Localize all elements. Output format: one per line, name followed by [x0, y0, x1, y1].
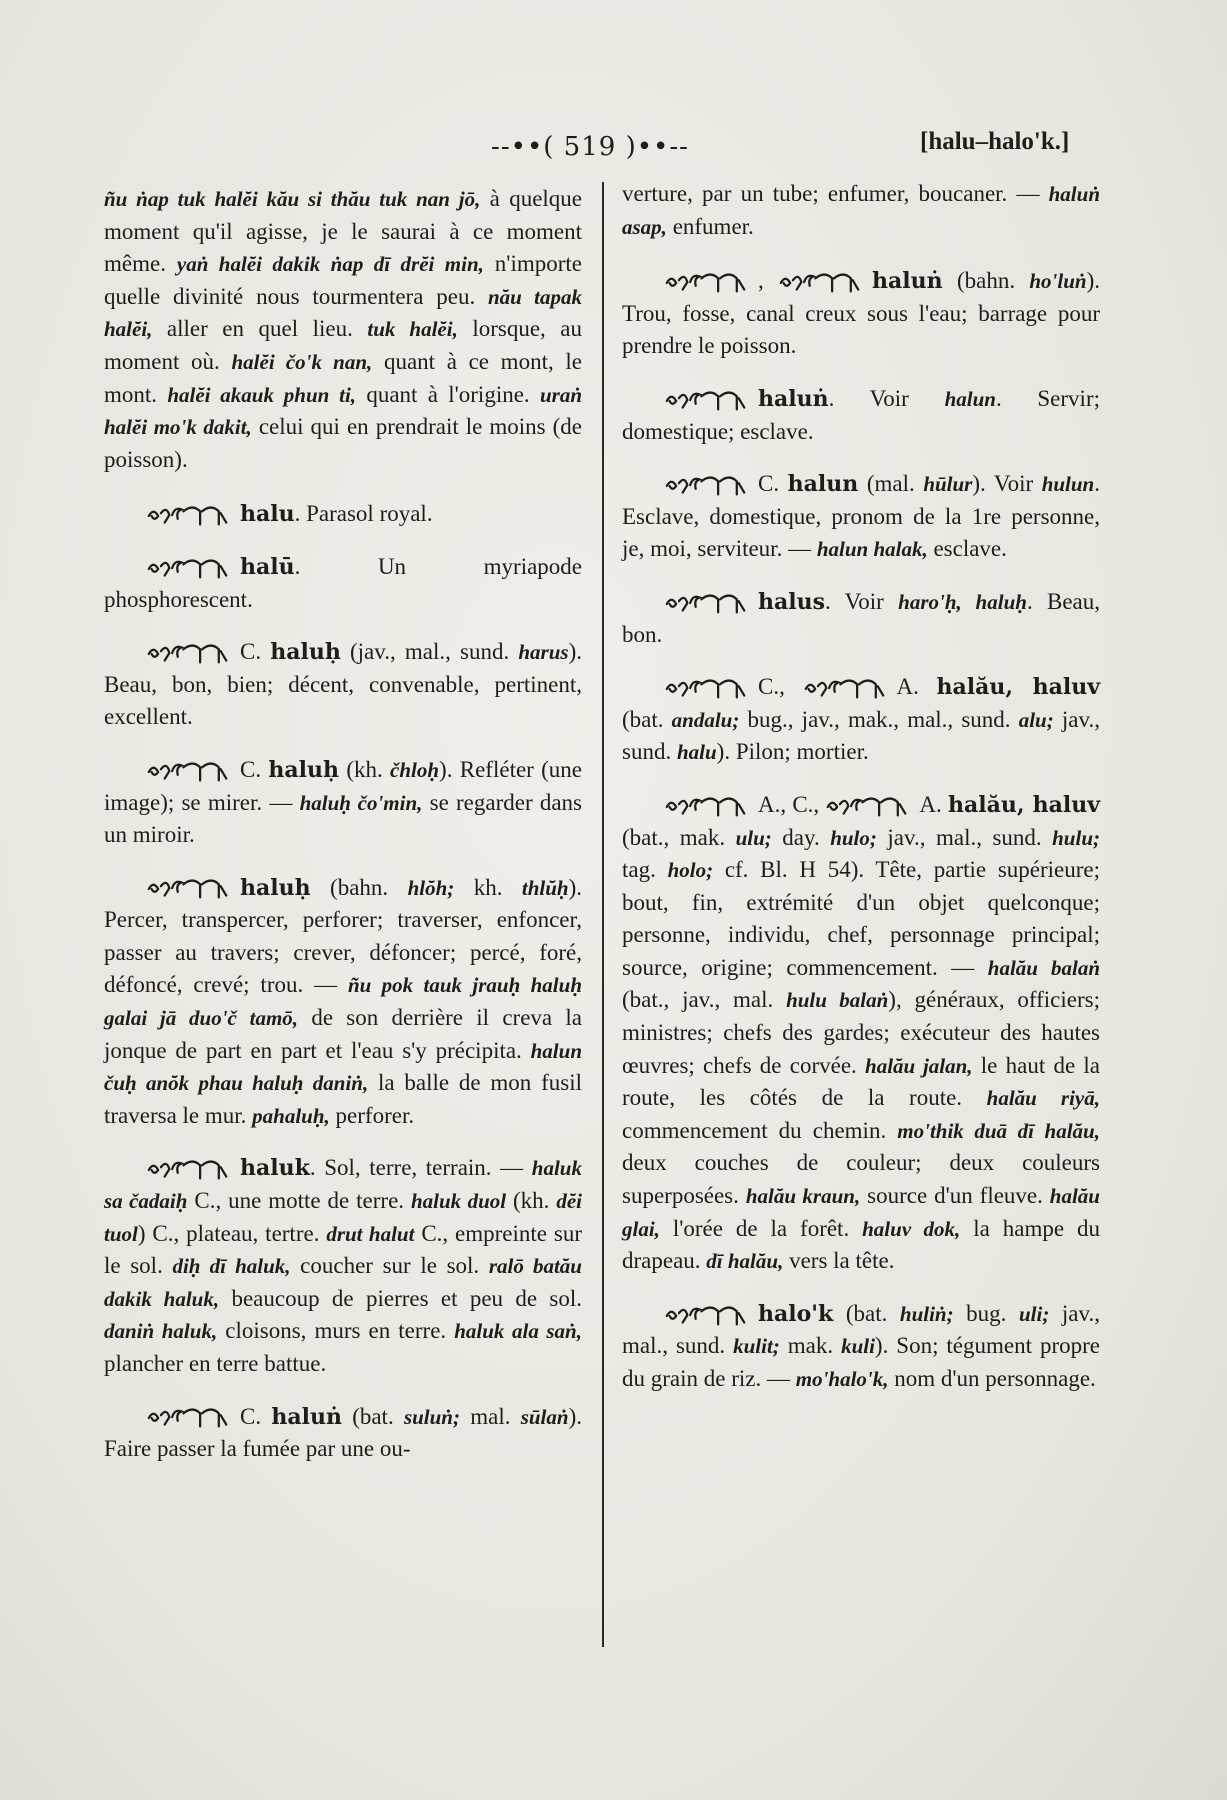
cham-script-glyph [664, 590, 748, 618]
definition-text: C. [240, 639, 271, 665]
definition-text: beaucoup de pierres et peu de sol. [219, 1285, 582, 1311]
definition-text: jav., mal., sund. [622, 1300, 1100, 1359]
definition-text: A. [896, 674, 937, 700]
definition-text: . Servir; domestique; esclave. [622, 385, 1100, 444]
cham-script-glyph [664, 472, 748, 500]
definition-text: esclave. [927, 536, 1007, 562]
definition-text: . Beau, bon. [622, 588, 1100, 647]
dictionary-entry [104, 872, 582, 1133]
italic-term: ulu; [735, 825, 772, 850]
headword: haluṅ [758, 385, 829, 412]
definition-text: . Esclave, domestique, pronom de la 1re personne, je, moi, serviteur. — [622, 471, 1100, 562]
italic-term: halun halak, [816, 537, 928, 562]
continued-entry [104, 183, 582, 476]
italic-term: ho'luṅ [1029, 269, 1087, 294]
definition-text: kh. [454, 874, 522, 900]
cham-script-glyph [664, 675, 748, 703]
definition-text: le haut de la route, les côtés de la route. [622, 1052, 1100, 1111]
headword: halun [787, 471, 859, 498]
italic-term: ñu ṅap tuk halĕi kău si thău tuk nan jō, [104, 187, 481, 211]
italic-term: kulit; [733, 1334, 780, 1359]
definition-text: se regarder dans un miroir. [104, 789, 582, 848]
definition-text: (kh. [506, 1188, 557, 1214]
italic-term: hūlur [923, 472, 973, 497]
definition-text: C. [240, 1403, 272, 1429]
definition-text: deux couches de couleur; deux couleurs superposées. [622, 1150, 1100, 1209]
definition-text: ). Voir [972, 471, 1042, 497]
italic-term: uraṅ halĕi mo'k dakit, [104, 382, 582, 440]
italic-term: yaṅ halĕi dakik ṅap dī drĕi min, [176, 252, 484, 277]
cham-script-glyph [146, 502, 230, 530]
cham-script-glyph [825, 793, 909, 821]
dictionary-entry [622, 671, 1100, 769]
definition-text: (bat., jav., mal. [622, 987, 787, 1013]
italic-term: kuli [841, 1334, 875, 1359]
definition-text: celui qui en prendrait le moins (de poisson). [104, 414, 582, 472]
dictionary-entry [104, 1152, 582, 1380]
definition-text: (kh. [339, 756, 391, 782]
definition-text: . Voir [825, 588, 899, 614]
dictionary-entry [104, 1401, 582, 1466]
italic-term: diḥ dī haluk, [172, 1254, 291, 1279]
definition-text: ). Trou, fosse, canal creux sous l'eau; barrage pour prendre le poisson. [622, 268, 1100, 359]
dictionary-entry [104, 551, 582, 616]
definition-text: ). Beau, bon, bien; décent, convenable, pertinent, excellent. [104, 639, 582, 730]
definition-text: nom d'un personnage. [888, 1366, 1096, 1391]
definition-text: C., une motte de terre. [187, 1188, 411, 1214]
dictionary-entry [622, 468, 1100, 566]
definition-text: C., empreinte sur le sol. [104, 1220, 583, 1279]
italic-term: daniṅ haluk, [104, 1319, 218, 1344]
dictionary-entry [622, 586, 1100, 651]
italic-term: uli; [1018, 1301, 1050, 1326]
definition-text: (jav., mal., sund. [340, 639, 519, 665]
definition-text: (bahn. [310, 874, 408, 900]
continued-entry [622, 178, 1100, 243]
definition-text: bug., jav., mak., mal., sund. [739, 706, 1019, 732]
italic-term: haluḥ čo'min, [299, 790, 423, 815]
headword: haluk [240, 1155, 310, 1182]
definition-text: cf. Bl. H 54). Tête, partie supérieure; bout, fin, extrémité d'un objet quelconque; personne, individu, chef, personnage principal; source, origine; commencement. — [622, 857, 1100, 980]
dictionary-entry [104, 754, 582, 852]
headword: haluḥ [268, 756, 340, 783]
definition-text: . Un myriapode phosphorescent. [104, 553, 582, 612]
italic-term: pahaluḥ, [252, 1103, 330, 1128]
italic-term: andalu; [671, 707, 740, 732]
cham-script-glyph [146, 640, 230, 668]
italic-term: huliṅ; [899, 1301, 954, 1326]
definition-text: lorsque, au moment où. [104, 316, 583, 374]
definition-text: quant à l'origine. [356, 381, 540, 407]
definition-text: aller en quel lieu. [152, 316, 368, 342]
definition-text: de son derrière il creva la jonque de part en part et l'eau s'y précipita. [104, 1005, 582, 1063]
column-divider [602, 182, 604, 1647]
definition-text: source d'un fleuve. [860, 1183, 1050, 1209]
dictionary-entry [622, 265, 1100, 363]
dictionary-entry [622, 383, 1100, 448]
italic-term: halun [944, 386, 996, 411]
definition-text: tag. [622, 857, 668, 883]
headword: halū [240, 553, 295, 580]
italic-term: dĕi tuol [104, 1189, 582, 1246]
definition-text: enfumer. [666, 213, 754, 239]
italic-term: halu [676, 740, 717, 765]
definition-text: ). Pilon; mortier. [716, 739, 869, 765]
italic-term: halun čuḥ anŏk phau haluḥ daniṅ, [104, 1038, 582, 1096]
definition-text: (bahn. [942, 268, 1030, 294]
definition-text: (bat. [341, 1403, 404, 1429]
page-number: --••( 519 )••-- [491, 132, 689, 162]
italic-term: čhloḥ [390, 757, 440, 782]
italic-term: drut halut [326, 1221, 415, 1246]
definition-text: la balle de mon fusil traversa le mur. [104, 1070, 582, 1128]
italic-term: hulu; [1052, 825, 1100, 850]
definition-text: . Sol, terre, terrain. — [309, 1155, 532, 1181]
right-column [622, 178, 1100, 1416]
cham-script-glyph [664, 1302, 748, 1330]
italic-term: haluṅ asap, [622, 182, 1100, 239]
italic-term: tuk halĕi, [367, 317, 458, 342]
italic-term: mo'thik duā dī halău, [897, 1118, 1100, 1143]
definition-text: vers la tête. [783, 1248, 895, 1274]
definition-text: ) C., plateau, tertre. [137, 1220, 327, 1246]
dictionary-entry [104, 498, 582, 531]
definition-text: C. [240, 756, 269, 782]
italic-term: sūlaṅ [520, 1404, 569, 1429]
italic-term: halău kraun, [745, 1184, 861, 1209]
italic-term: haluv dok, [862, 1216, 961, 1241]
definition-text: C. [758, 471, 788, 497]
definition-text: day. [771, 824, 831, 850]
definition-text: ). Percer, transpercer, perforer; traverser, enfoncer, passer au travers; crever, défoncer; percé, foré, défoncé, crevé; trou. — [104, 874, 582, 998]
definition-text: jav., mal., sund. [876, 824, 1053, 850]
cham-script-glyph [664, 793, 748, 821]
italic-term: haluk duol [410, 1189, 507, 1214]
cham-script-glyph [146, 875, 230, 903]
definition-text: plancher en terre battue. [104, 1351, 327, 1376]
italic-term: halău glai, [622, 1184, 1100, 1241]
italic-term: haro'ḥ, haluḥ [898, 589, 1027, 614]
definition-text: . Parasol royal. [294, 501, 433, 527]
italic-term: hulun [1041, 472, 1095, 497]
cham-script-glyph [146, 1156, 230, 1184]
entry-body [622, 792, 1100, 1273]
definition-text: , [758, 268, 779, 294]
running-header: [halu–halo'k.] [920, 128, 1070, 155]
definition-text: n'importe quelle divinité nous tourmentera peu. [104, 251, 582, 309]
definition-text: A., C., [758, 791, 826, 817]
headword: halău, haluv [947, 791, 1100, 818]
definition-text: ). Refléter (une image); se mirer. — [104, 756, 582, 815]
definition-text: mak. [779, 1333, 842, 1359]
headword: haluṅ [271, 1403, 342, 1430]
definition-text: jav., sund. [622, 706, 1100, 765]
definition-text: l'orée de la forêt. [659, 1215, 863, 1241]
italic-term: hulu balaṅ [786, 988, 889, 1013]
italic-term: halău balaṅ [987, 955, 1100, 980]
definition-text: la hampe du drapeau. [622, 1215, 1100, 1274]
italic-term: nău tapak halĕi, [104, 284, 582, 342]
left-column [104, 183, 582, 1486]
headword: halus [758, 588, 825, 615]
cham-script-glyph [146, 555, 230, 583]
italic-term: harus [518, 640, 569, 665]
italic-term: halĕi čo'k nan, [231, 349, 373, 374]
italic-term: dī halău, [706, 1249, 784, 1274]
italic-term: hlŏh; [407, 875, 455, 900]
definition-text: (mal. [858, 471, 924, 497]
italic-term: haluk ala saṅ, [454, 1319, 582, 1344]
italic-term: ralō batău dakik haluk, [104, 1254, 582, 1311]
definition-text: cloisons, murs en terre. [217, 1318, 455, 1344]
definition-text: (bat. [622, 706, 672, 732]
italic-term: halău riyā, [986, 1086, 1100, 1111]
italic-term: halău jalan, [865, 1053, 973, 1078]
cham-script-glyph [146, 1404, 230, 1432]
definition-text: C., [758, 674, 803, 700]
italic-term: haluk sa čadaiḥ [104, 1156, 582, 1214]
cham-script-glyph [664, 387, 748, 415]
definition-text: mal. [459, 1403, 521, 1429]
definition-text: A. [919, 791, 948, 817]
cham-script-glyph [146, 758, 230, 786]
italic-term: mo'halo'k, [795, 1367, 889, 1391]
italic-term: ñu pok tauk jrauḥ haluḥ galai jā duo'č tamō, [104, 973, 582, 1031]
cham-script-glyph [778, 269, 862, 297]
italic-term: suluṅ; [403, 1404, 460, 1429]
dictionary-entry [622, 789, 1100, 1278]
definition-text: verture, par un tube; enfumer, boucaner. — [622, 181, 1049, 206]
definition-text: ), généraux, officiers; ministres; chefs des gardes; exécuteur des hautes œuvres; chefs de corvée. [622, 987, 1100, 1078]
cham-script-glyph [664, 269, 748, 297]
italic-term: halĕi akauk phun ti, [167, 382, 357, 407]
italic-term: holo; [667, 858, 714, 883]
definition-text: (bat., mak. [622, 824, 736, 850]
italic-term: alu; [1018, 707, 1054, 732]
definition-text: à quelque moment qu'il agisse, je le saurai à ce moment même. [104, 186, 582, 277]
definition-text: coucher sur le sol. [290, 1253, 489, 1279]
definition-text: commencement du chemin. [622, 1117, 898, 1143]
headword: halo'k [758, 1300, 834, 1327]
dictionary-entry [104, 636, 582, 734]
dictionary-entry [622, 1298, 1100, 1396]
definition-text: bug. [953, 1300, 1019, 1326]
headword: halu [240, 501, 295, 528]
headword: halău, haluv [936, 674, 1100, 701]
definition-text: (bat. [833, 1300, 900, 1326]
definition-text: perforer. [329, 1102, 415, 1128]
italic-term: thlŭḥ [521, 875, 569, 900]
cham-script-glyph [803, 675, 887, 703]
italic-term: hulo; [830, 825, 877, 850]
definition-text: quant à ce mont, le mont. [104, 348, 582, 407]
definition-text: ). Faire passer la fumée par une ou- [104, 1403, 582, 1462]
definition-text: ). Son; tégument propre du grain de riz. — [622, 1333, 1100, 1391]
headword: haluḥ [270, 639, 341, 666]
headword: haluṅ [872, 268, 943, 295]
headword: haluḥ [240, 874, 311, 901]
definition-text: . Voir [828, 385, 945, 411]
